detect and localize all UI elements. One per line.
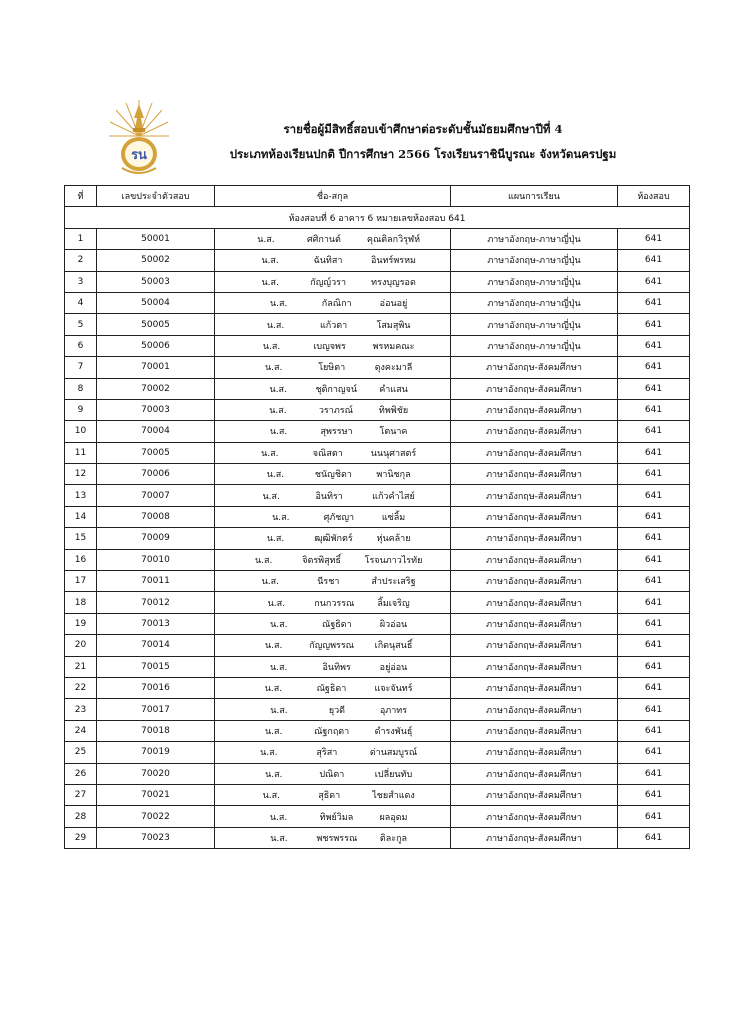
- row-number: 11: [65, 442, 97, 463]
- row-number: 8: [65, 378, 97, 399]
- last-name: โสมสุพิน: [376, 320, 411, 331]
- first-name: ยุวดี: [328, 705, 345, 716]
- row-number: 9: [65, 399, 97, 420]
- study-plan: ภาษาอังกฤษ-สังคมศึกษา: [451, 357, 618, 378]
- last-name: ดุงคะมาลี: [374, 363, 413, 374]
- last-name: ทิพพิชัย: [378, 406, 409, 417]
- first-name: อินทิรา: [315, 491, 343, 502]
- name-prefix: น.ส.: [272, 513, 290, 524]
- table-row: [65, 399, 690, 420]
- exam-room: 641: [618, 592, 690, 613]
- name-prefix: น.ส.: [270, 833, 288, 844]
- exam-room: 641: [618, 228, 690, 249]
- row-number: 23: [65, 699, 97, 720]
- table-row: [65, 357, 690, 378]
- school-emblem-icon: [108, 98, 170, 178]
- study-plan: ภาษาอังกฤษ-สังคมศึกษา: [451, 571, 618, 592]
- exam-room: 641: [618, 399, 690, 420]
- study-plan: ภาษาอังกฤษ-ภาษาญี่ปุ่น: [451, 228, 618, 249]
- study-plan: ภาษาอังกฤษ-ภาษาญี่ปุ่น: [451, 250, 618, 271]
- exam-id: 70009: [97, 528, 215, 549]
- last-name: แก้วคำไสย์: [372, 491, 415, 502]
- study-plan: ภาษาอังกฤษ-ภาษาญี่ปุ่น: [451, 292, 618, 313]
- first-name: ฉันทิสา: [313, 256, 343, 267]
- exam-room: 641: [618, 784, 690, 805]
- study-plan: ภาษาอังกฤษ-สังคมศึกษา: [451, 763, 618, 784]
- table-header-row: [65, 186, 690, 207]
- exam-room: 641: [618, 571, 690, 592]
- exam-id: 70008: [97, 506, 215, 527]
- exam-room: 641: [618, 656, 690, 677]
- row-number: 24: [65, 720, 97, 741]
- name-prefix: น.ส.: [262, 341, 281, 352]
- table-row: [65, 271, 690, 292]
- last-name: พานิชกุล: [376, 470, 411, 481]
- name-prefix: น.ส.: [266, 320, 285, 331]
- first-name: ศุภัชญา: [323, 513, 355, 524]
- exam-id: 50004: [97, 292, 215, 313]
- room-info-row: [65, 207, 690, 228]
- first-name: ฒุฒิพักตร์: [314, 534, 353, 545]
- row-number: 27: [65, 784, 97, 805]
- first-name: พชรพรรณ: [316, 833, 358, 844]
- exam-room: 641: [618, 827, 690, 848]
- exam-id: 70002: [97, 378, 215, 399]
- exam-room: 641: [618, 292, 690, 313]
- table-row: [65, 827, 690, 848]
- candidate-table: [64, 185, 690, 849]
- exam-room: 641: [618, 378, 690, 399]
- exam-id: 50005: [97, 314, 215, 335]
- first-name: ณัฐธิดา: [321, 620, 352, 630]
- row-number: 16: [65, 549, 97, 570]
- last-name: พรหมคณะ: [372, 341, 415, 352]
- student-name: [215, 635, 451, 656]
- exam-room: 641: [618, 442, 690, 463]
- last-name: เกิดนุสนธิ์: [374, 641, 413, 652]
- exam-room: 641: [618, 528, 690, 549]
- table-row: [65, 250, 690, 271]
- row-number: 14: [65, 506, 97, 527]
- first-name: ชนัญชิดา: [314, 470, 352, 481]
- exam-room: 641: [618, 720, 690, 741]
- exam-room: 641: [618, 635, 690, 656]
- exam-id: 70022: [97, 806, 215, 827]
- first-name: ณัฐกฤตา: [314, 726, 350, 737]
- first-name: นีรชา: [317, 577, 340, 588]
- exam-room: 641: [618, 357, 690, 378]
- last-name: ด่านสมบูรณ์: [369, 748, 418, 759]
- study-plan: ภาษาอังกฤษ-สังคมศึกษา: [451, 784, 618, 805]
- first-name: ศศิกานต์: [306, 234, 341, 245]
- name-prefix: น.ส.: [269, 427, 288, 438]
- study-plan: ภาษาอังกฤษ-สังคมศึกษา: [451, 485, 618, 506]
- student-name: [215, 335, 451, 356]
- last-name: อินทร์พรหม: [371, 256, 416, 267]
- student-name: [215, 250, 451, 271]
- name-prefix: น.ส.: [269, 406, 287, 417]
- document-title: รายชื่อผู้มีสิทธิ์สอบเข้าศึกษาต่อระดับชั้นมัธยมศึกษาปีที่ 4: [283, 122, 563, 136]
- last-name: ติละกูล: [379, 833, 408, 844]
- column-header-exam-room: ห้องสอบ: [618, 186, 690, 207]
- table-row: [65, 228, 690, 249]
- table-row: [65, 592, 690, 613]
- row-number: 21: [65, 656, 97, 677]
- table-row: [65, 442, 690, 463]
- first-name: สุพรรษา: [320, 427, 353, 438]
- table-row: [65, 806, 690, 827]
- name-prefix: น.ส.: [262, 791, 280, 802]
- table-row: [65, 656, 690, 677]
- study-plan: ภาษาอังกฤษ-สังคมศึกษา: [451, 464, 618, 485]
- study-plan: ภาษาอังกฤษ-สังคมศึกษา: [451, 742, 618, 763]
- study-plan: ภาษาอังกฤษ-สังคมศึกษา: [451, 549, 618, 570]
- student-name: [215, 378, 451, 399]
- first-name: เบญจพร: [313, 341, 346, 352]
- table-row: [65, 485, 690, 506]
- table-row: [65, 784, 690, 805]
- row-number: 15: [65, 528, 97, 549]
- table-row: [65, 549, 690, 570]
- name-prefix: น.ส.: [264, 641, 283, 652]
- last-name: นนนุศาสตร์: [370, 448, 417, 459]
- row-number: 10: [65, 421, 97, 442]
- study-plan: ภาษาอังกฤษ-สังคมศึกษา: [451, 613, 618, 634]
- name-prefix: น.ส.: [261, 448, 279, 459]
- exam-room: 641: [618, 613, 690, 634]
- first-name: จิตรพิสุทธิ์: [302, 555, 342, 566]
- student-name: [215, 571, 451, 592]
- study-plan: ภาษาอังกฤษ-สังคมศึกษา: [451, 442, 618, 463]
- row-number: 7: [65, 357, 97, 378]
- study-plan: ภาษาอังกฤษ-สังคมศึกษา: [451, 506, 618, 527]
- name-prefix: น.ส.: [262, 491, 280, 502]
- exam-room: 641: [618, 506, 690, 527]
- study-plan: ภาษาอังกฤษ-สังคมศึกษา: [451, 421, 618, 442]
- table-row: [65, 742, 690, 763]
- name-prefix: น.ส.: [269, 812, 288, 823]
- student-name: [215, 720, 451, 741]
- table-row: [65, 378, 690, 399]
- name-prefix: น.ส.: [267, 598, 286, 609]
- row-number: 29: [65, 827, 97, 848]
- student-name: [215, 292, 451, 313]
- name-prefix: น.ส.: [261, 577, 280, 588]
- table-row: [65, 699, 690, 720]
- first-name: สุธิดา: [318, 791, 341, 802]
- name-prefix: น.ส.: [266, 470, 285, 481]
- study-plan: ภาษาอังกฤษ-ภาษาญี่ปุ่น: [451, 335, 618, 356]
- row-number: 1: [65, 228, 97, 249]
- name-prefix: น.ส.: [257, 234, 275, 245]
- exam-id: 70023: [97, 827, 215, 848]
- study-plan: ภาษาอังกฤษ-สังคมศึกษา: [451, 399, 618, 420]
- name-prefix: น.ส.: [264, 726, 283, 737]
- row-number: 5: [65, 314, 97, 335]
- emblem-monogram: รน: [131, 148, 147, 163]
- exam-id: 70013: [97, 613, 215, 634]
- last-name: ลิ้มเจริญ: [377, 598, 410, 609]
- row-number: 6: [65, 335, 97, 356]
- row-number: 18: [65, 592, 97, 613]
- student-name: [215, 357, 451, 378]
- exam-room: 641: [618, 742, 690, 763]
- study-plan: ภาษาอังกฤษ-สังคมศึกษา: [451, 827, 618, 848]
- table-row: [65, 677, 690, 698]
- study-plan: ภาษาอังกฤษ-สังคมศึกษา: [451, 806, 618, 827]
- student-name: [215, 442, 451, 463]
- study-plan: ภาษาอังกฤษ-ภาษาญี่ปุ่น: [451, 271, 618, 292]
- last-name: โตนาค: [379, 427, 408, 438]
- exam-id: 70012: [97, 592, 215, 613]
- last-name: ผลอุดม: [379, 812, 408, 823]
- student-name: [215, 742, 451, 763]
- row-number: 28: [65, 806, 97, 827]
- exam-id: 70014: [97, 635, 215, 656]
- name-prefix: น.ส.: [269, 384, 287, 395]
- last-name: สำประเสริฐ: [371, 577, 416, 588]
- name-prefix: น.ส.: [261, 277, 279, 288]
- column-header-exam-id: เลขประจำตัวสอบ: [97, 186, 215, 207]
- student-name: [215, 549, 451, 570]
- table-row: [65, 613, 690, 634]
- student-name: [215, 592, 451, 613]
- exam-room: 641: [618, 250, 690, 271]
- first-name: กนกวรรณ: [314, 598, 355, 609]
- first-name: ทิพย์วิมล: [319, 812, 354, 823]
- table-row: [65, 314, 690, 335]
- exam-room: 641: [618, 271, 690, 292]
- exam-room: 641: [618, 335, 690, 356]
- study-plan: ภาษาอังกฤษ-สังคมศึกษา: [451, 378, 618, 399]
- student-name: [215, 763, 451, 784]
- student-name: [215, 464, 451, 485]
- exam-id: 70017: [97, 699, 215, 720]
- name-prefix: น.ส.: [270, 620, 288, 630]
- table-row: [65, 292, 690, 313]
- student-name: [215, 399, 451, 420]
- first-name: แก้วตา: [319, 320, 348, 331]
- last-name: ดำรงพันธุ์: [374, 726, 413, 737]
- name-prefix: น.ส.: [265, 769, 283, 780]
- exam-room: 641: [618, 485, 690, 506]
- student-name: [215, 485, 451, 506]
- student-name: [215, 528, 451, 549]
- exam-id: 70021: [97, 784, 215, 805]
- study-plan: ภาษาอังกฤษ-สังคมศึกษา: [451, 699, 618, 720]
- exam-id: 70018: [97, 720, 215, 741]
- row-number: 2: [65, 250, 97, 271]
- school-emblem: [108, 98, 170, 178]
- first-name: กัญญ์วรา: [310, 277, 347, 288]
- first-name: สุริสา: [316, 748, 338, 759]
- student-name: [215, 677, 451, 698]
- exam-id: 70020: [97, 763, 215, 784]
- row-number: 25: [65, 742, 97, 763]
- row-number: 20: [65, 635, 97, 656]
- table-row: [65, 720, 690, 741]
- name-prefix: น.ส.: [270, 705, 288, 716]
- exam-id: 70005: [97, 442, 215, 463]
- student-name: [215, 613, 451, 634]
- study-plan: ภาษาอังกฤษ-สังคมศึกษา: [451, 528, 618, 549]
- first-name: อินทิพร: [322, 662, 351, 673]
- first-name: โยษิตา: [318, 363, 346, 374]
- last-name: ทรงบุญรอด: [371, 277, 416, 288]
- exam-room: 641: [618, 421, 690, 442]
- study-plan: ภาษาอังกฤษ-สังคมศึกษา: [451, 656, 618, 677]
- last-name: อยู่อ่อน: [379, 662, 408, 673]
- row-number: 17: [65, 571, 97, 592]
- student-name: [215, 228, 451, 249]
- study-plan: ภาษาอังกฤษ-สังคมศึกษา: [451, 677, 618, 698]
- last-name: ผิวอ่อน: [379, 620, 408, 630]
- last-name: แจะจันทร์: [374, 684, 413, 695]
- first-name: จณิสตา: [312, 448, 343, 459]
- last-name: หุ่นคล้าย: [376, 534, 411, 545]
- last-name: โรจนภาวไรทัย: [364, 555, 423, 566]
- student-name: [215, 656, 451, 677]
- column-header-name: ชื่อ-สกุล: [215, 186, 451, 207]
- student-name: [215, 314, 451, 335]
- last-name: แซ่ลิ้ม: [381, 513, 406, 524]
- exam-id: 70003: [97, 399, 215, 420]
- exam-id: 70019: [97, 742, 215, 763]
- table-row: [65, 335, 690, 356]
- name-prefix: น.ส.: [254, 555, 273, 566]
- table-body: [65, 228, 690, 848]
- name-prefix: น.ส.: [269, 662, 288, 673]
- first-name: ปณิตา: [319, 769, 345, 780]
- last-name: คำแสน: [379, 384, 408, 395]
- last-name: อุภาทร: [379, 705, 408, 716]
- student-name: [215, 699, 451, 720]
- exam-room: 641: [618, 549, 690, 570]
- exam-id: 50001: [97, 228, 215, 249]
- last-name: เปลี่ยนทับ: [374, 769, 413, 780]
- row-number: 22: [65, 677, 97, 698]
- study-plan: ภาษาอังกฤษ-ภาษาญี่ปุ่น: [451, 314, 618, 335]
- last-name: คุณติลกวิรุฬห์: [366, 234, 421, 245]
- exam-id: 70001: [97, 357, 215, 378]
- row-number: 12: [65, 464, 97, 485]
- name-prefix: น.ส.: [264, 684, 283, 695]
- study-plan: ภาษาอังกฤษ-สังคมศึกษา: [451, 720, 618, 741]
- table-row: [65, 528, 690, 549]
- first-name: ชุติกาญจน์: [315, 384, 358, 395]
- exam-room: 641: [618, 464, 690, 485]
- name-prefix: น.ส.: [260, 748, 278, 759]
- exam-id: 50006: [97, 335, 215, 356]
- name-prefix: น.ส.: [269, 299, 288, 310]
- student-name: [215, 806, 451, 827]
- first-name: กัญญพรรณ: [309, 641, 355, 652]
- exam-room: 641: [618, 677, 690, 698]
- column-header-study-plan: แผนการเรียน: [451, 186, 618, 207]
- row-number: 19: [65, 613, 97, 634]
- exam-room: 641: [618, 699, 690, 720]
- table-row: [65, 635, 690, 656]
- exam-id: 70004: [97, 421, 215, 442]
- student-name: [215, 271, 451, 292]
- exam-id: 70015: [97, 656, 215, 677]
- table-row: [65, 763, 690, 784]
- study-plan: ภาษาอังกฤษ-สังคมศึกษา: [451, 635, 618, 656]
- exam-room: 641: [618, 763, 690, 784]
- table-row: [65, 421, 690, 442]
- name-prefix: น.ส.: [265, 363, 283, 374]
- table-row: [65, 506, 690, 527]
- exam-id: 70016: [97, 677, 215, 698]
- last-name: อ่อนอยู่: [379, 299, 408, 310]
- exam-room: 641: [618, 314, 690, 335]
- table-row: [65, 464, 690, 485]
- document-subtitle: ประเภทห้องเรียนปกติ ปีการศึกษา 2566 โรงเรียนราชินีบูรณะ จังหวัดนครปฐม: [229, 147, 617, 161]
- name-prefix: น.ส.: [261, 256, 279, 267]
- last-name: ไชยสำแดง: [372, 791, 415, 802]
- exam-id: 70007: [97, 485, 215, 506]
- student-name: [215, 827, 451, 848]
- exam-id: 70010: [97, 549, 215, 570]
- table-row: [65, 571, 690, 592]
- exam-id: 50003: [97, 271, 215, 292]
- name-prefix: น.ส.: [266, 534, 285, 545]
- exam-room: 641: [618, 806, 690, 827]
- exam-id: 50002: [97, 250, 215, 271]
- first-name: กัลณิกา: [321, 299, 352, 310]
- student-name: [215, 506, 451, 527]
- row-number: 3: [65, 271, 97, 292]
- student-name: [215, 421, 451, 442]
- study-plan: ภาษาอังกฤษ-สังคมศึกษา: [451, 592, 618, 613]
- student-name: [215, 784, 451, 805]
- exam-id: 70006: [97, 464, 215, 485]
- exam-id: 70011: [97, 571, 215, 592]
- row-number: 4: [65, 292, 97, 313]
- row-number: 13: [65, 485, 97, 506]
- room-info: ห้องสอบที่ 6 อาคาร 6 หมายเลขห้องสอบ 641: [65, 207, 690, 228]
- first-name: ณัฐธิดา: [316, 684, 347, 695]
- first-name: วราภรณ์: [318, 406, 353, 417]
- row-number: 26: [65, 763, 97, 784]
- column-header-number: ที่: [65, 186, 97, 207]
